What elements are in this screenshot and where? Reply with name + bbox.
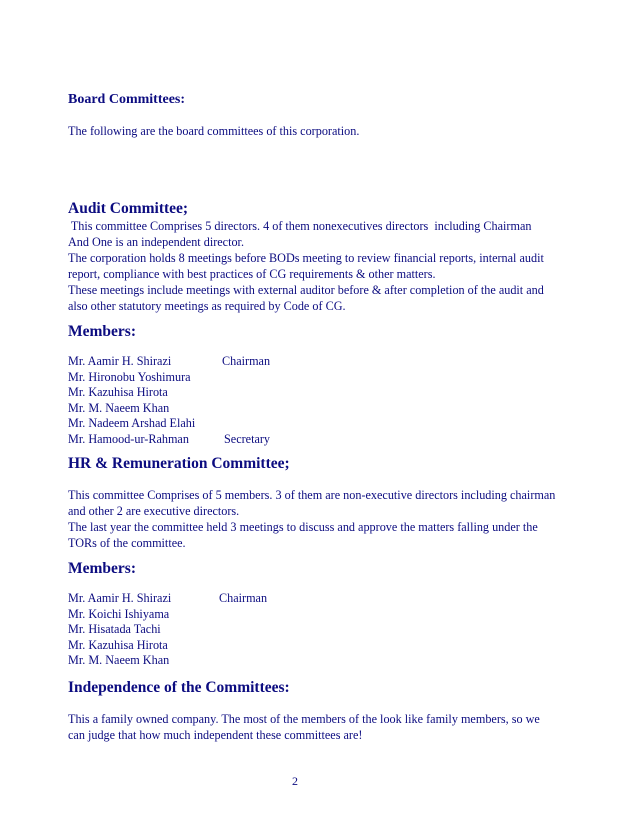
audit-line: These meetings include meetings with external auditor before & after completion of the audit and bbox=[68, 283, 544, 297]
board-committees-heading: Board Committees: bbox=[68, 92, 186, 107]
hr-line: TORs of the committee. bbox=[68, 536, 186, 550]
audit-members-list bbox=[68, 354, 328, 447]
member-row bbox=[68, 401, 328, 417]
independence-text bbox=[68, 711, 540, 743]
member-row bbox=[68, 385, 328, 401]
member-name: Mr. Hironobu Yoshimura bbox=[68, 369, 191, 384]
member-row bbox=[68, 354, 328, 370]
audit-line: The corporation holds 8 meetings before BODs meeting to review financial reports, internal audit bbox=[68, 251, 544, 265]
member-name: Mr. Aamir H. Shirazi bbox=[68, 591, 172, 605]
member-row bbox=[68, 607, 328, 623]
hr-members-heading: Members: bbox=[68, 560, 136, 577]
member-row bbox=[68, 638, 328, 654]
member-role: Secretary bbox=[224, 431, 271, 446]
independence-line: This a family owned company. The most of the members of the look like family members, so we bbox=[68, 712, 540, 726]
member-name: Mr. Kazuhisa Hirota bbox=[68, 637, 168, 652]
member-row bbox=[68, 591, 328, 607]
member-name: Mr. M. Naeem Khan bbox=[68, 400, 170, 415]
hr-committee-heading: HR & Remuneration Committee; bbox=[68, 455, 290, 472]
audit-members-heading: Members: bbox=[68, 323, 136, 340]
member-name: Mr. Kazuhisa Hirota bbox=[68, 385, 168, 399]
member-name: Mr. Aamir H. Shirazi bbox=[68, 354, 172, 368]
audit-committee-heading: Audit Committee; bbox=[68, 200, 189, 217]
member-name: Mr. Hisatada Tachi bbox=[68, 622, 161, 636]
member-role: Chairman bbox=[222, 354, 271, 368]
hr-members-list bbox=[68, 591, 328, 669]
audit-line: And One is an independent director. bbox=[68, 235, 244, 249]
independence-heading: Independence of the Committees: bbox=[68, 679, 290, 696]
hr-line: This committee Comprises of 5 members. 3 of them are non-executive directors including chairman bbox=[68, 488, 556, 502]
member-row bbox=[68, 370, 328, 386]
hr-committee-text bbox=[68, 487, 555, 551]
hr-line: and other 2 are executive directors. bbox=[68, 504, 240, 518]
hr-line: The last year the committee held 3 meetings to discuss and approve the matters falling under the bbox=[68, 520, 538, 534]
member-row bbox=[68, 432, 328, 448]
audit-line: This committee Comprises 5 directors. 4 of them nonexecutives directors including Chairman bbox=[68, 219, 532, 233]
page-number: 2 bbox=[292, 774, 298, 788]
member-name: Mr. Hamood-ur-Rahman bbox=[68, 431, 189, 446]
board-committees-intro: The following are the board committees of this corporation. bbox=[68, 124, 360, 138]
independence-line: can judge that how much independent these committees are! bbox=[68, 728, 363, 742]
member-row bbox=[68, 653, 328, 669]
member-name: Mr. M. Naeem Khan bbox=[68, 653, 170, 667]
audit-line: also other statutory meetings as required by Code of CG. bbox=[68, 299, 346, 313]
member-role: Chairman bbox=[219, 591, 268, 605]
member-row bbox=[68, 416, 328, 432]
member-row bbox=[68, 622, 328, 638]
member-name: Mr. Koichi Ishiyama bbox=[68, 606, 170, 621]
audit-line: report, compliance with best practices of CG requirements & other matters. bbox=[68, 267, 436, 281]
member-name: Mr. Nadeem Arshad Elahi bbox=[68, 416, 196, 430]
audit-committee-text bbox=[68, 218, 544, 314]
